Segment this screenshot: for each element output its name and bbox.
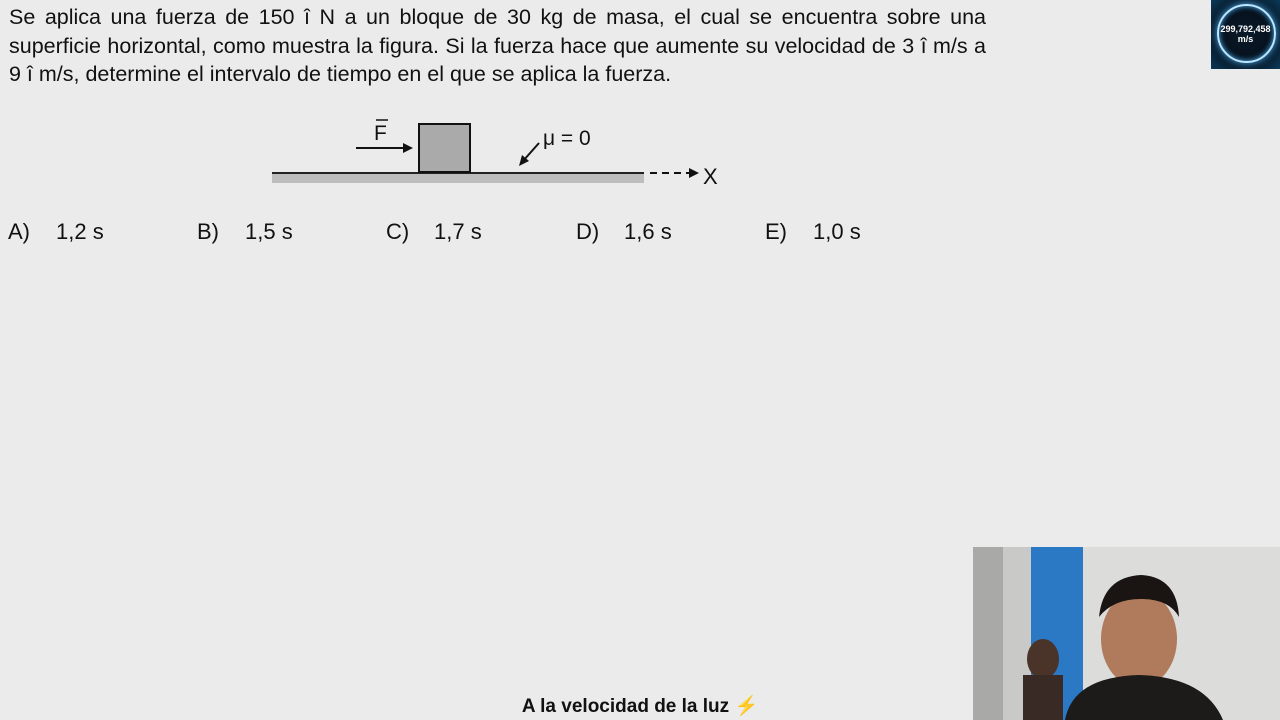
footer-caption bbox=[0, 694, 1280, 718]
choice-c[interactable] bbox=[386, 219, 482, 245]
choice-e[interactable] bbox=[765, 219, 861, 245]
force-label: F bbox=[374, 122, 387, 145]
x-axis-arrowhead bbox=[689, 168, 699, 178]
problem-statement: Se aplica una fuerza de 150 î N a un bloque de 30 kg de masa, el cual se encuentra sobre una superficie horizontal, como muestra la figura. Si la fuerza hace que aumente su velocidad de 3 î m/s a 9 î m/s, determine el intervalo de tiempo en el que se aplica la fuerza. bbox=[9, 5, 986, 86]
choice-b[interactable] bbox=[197, 219, 293, 245]
ground-surface bbox=[272, 173, 644, 183]
choice-a-value: 1,2 s bbox=[56, 219, 104, 244]
lightning-bolt-icon: ⚡ bbox=[734, 696, 759, 717]
choice-c-letter: C) bbox=[386, 219, 410, 244]
choice-d-value: 1,6 s bbox=[624, 219, 672, 244]
answer-choices bbox=[8, 219, 908, 251]
choice-b-letter: B) bbox=[197, 219, 219, 244]
choice-d-letter: D) bbox=[576, 219, 600, 244]
choice-d[interactable] bbox=[576, 219, 672, 245]
choice-a[interactable] bbox=[8, 219, 104, 245]
choice-b-value: 1,5 s bbox=[245, 219, 293, 244]
block bbox=[419, 124, 470, 172]
logo-text bbox=[1211, 24, 1280, 44]
logo-line-2: m/s bbox=[1237, 34, 1254, 44]
channel-logo bbox=[1211, 0, 1280, 69]
choice-e-value: 1,0 s bbox=[813, 219, 861, 244]
x-axis-label: X bbox=[703, 164, 718, 189]
force-arrowhead bbox=[403, 143, 413, 153]
choice-a-letter: A) bbox=[8, 219, 30, 244]
friction-label: μ = 0 bbox=[543, 127, 591, 150]
footer-text: A la velocidad de la luz bbox=[521, 696, 730, 717]
choice-e-letter: E) bbox=[765, 219, 787, 244]
choice-c-value: 1,7 s bbox=[434, 219, 482, 244]
logo-line-1: 299,792,458 bbox=[1220, 24, 1271, 34]
physics-diagram bbox=[260, 110, 730, 200]
